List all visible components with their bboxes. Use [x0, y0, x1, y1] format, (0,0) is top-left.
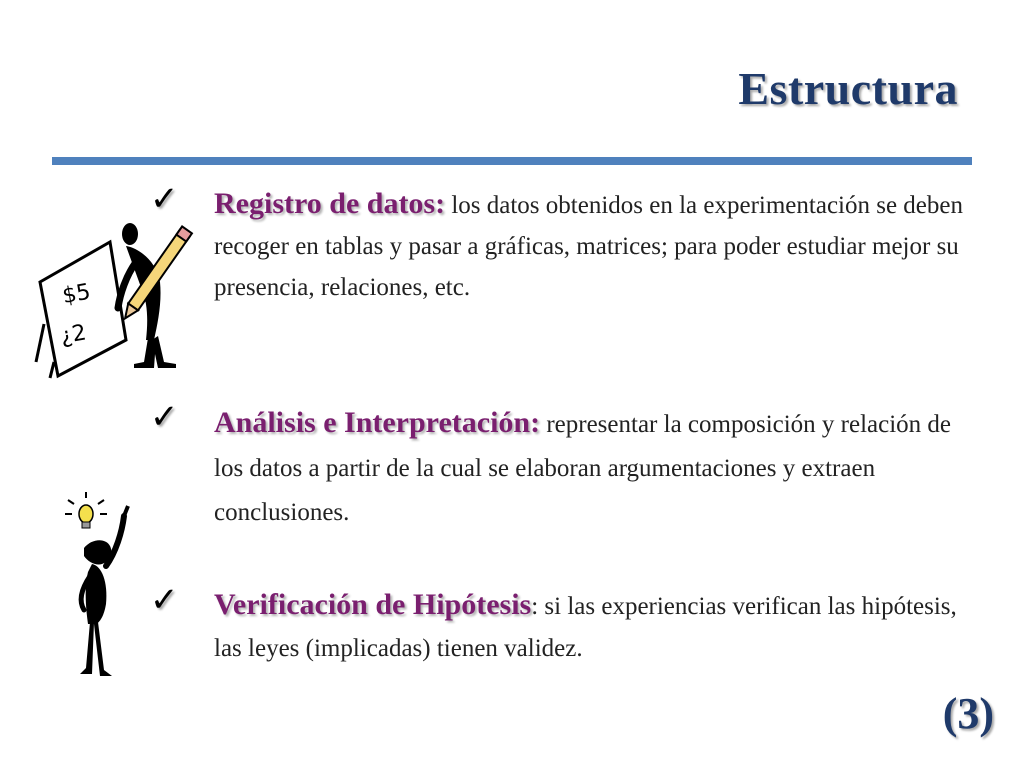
bullet-text [214, 584, 980, 670]
checkmark-icon: ✓ [150, 399, 179, 436]
bullet-body: : si las experiencias verifican las hipótesis, las leyes (implicadas) tienen validez. [214, 593, 957, 662]
bullet-item [150, 183, 980, 308]
bullet-item [150, 401, 980, 535]
checkmark-icon: ✓ [150, 181, 179, 218]
bullet-item [150, 584, 980, 670]
checkmark-icon: ✓ [150, 582, 179, 619]
bullet-text [214, 183, 980, 308]
bullet-body: los datos obtenidos en la experimentación se deben recoger en tablas y pasar a gráficas, matrices; para poder estudiar mejor su presencia, relaciones, etc. [214, 192, 964, 301]
bullet-body: representar la composición y relación de los datos a partir de la cual se elaboran argumentaciones y extraen conclusiones. [214, 411, 952, 526]
bullet-term: Análisis e Interpretación: [214, 406, 541, 439]
stick-figure-lightbulb-icon [62, 492, 142, 682]
bullet-text [214, 401, 980, 535]
slide-number: (3) [942, 689, 994, 738]
bullet-term: Verificación de Hipótesis [214, 588, 532, 621]
sign-text-2: ¿2 [58, 320, 89, 350]
title-underline [52, 157, 972, 165]
bullet-term: Registro de datos: [214, 187, 446, 220]
slide-title: Estructura [738, 63, 958, 114]
sign-text-1: $5 [60, 279, 93, 310]
